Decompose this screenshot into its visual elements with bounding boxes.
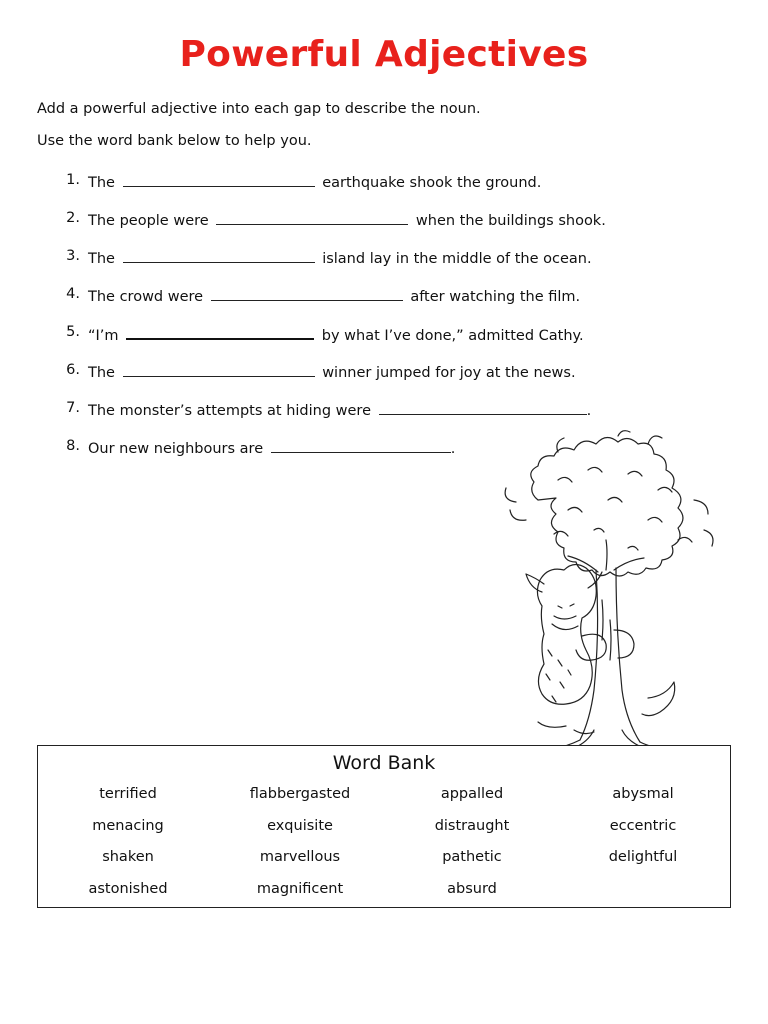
answer-blank[interactable] bbox=[211, 286, 403, 301]
word-bank-word: appalled bbox=[440, 786, 504, 802]
question-number: 8. bbox=[66, 438, 80, 454]
question-text-after: . bbox=[450, 441, 456, 457]
question-text-after: winner jumped for joy at the news. bbox=[322, 365, 576, 381]
word-bank-word: menacing bbox=[92, 817, 164, 834]
answer-blank[interactable] bbox=[123, 172, 315, 187]
word-bank-word: exquisite bbox=[267, 817, 333, 834]
word-bank-word: shaken bbox=[102, 849, 154, 865]
question-text-before: The bbox=[88, 365, 115, 381]
monster-tree-illustration bbox=[498, 430, 726, 752]
word-bank-title: Word Bank bbox=[332, 752, 436, 774]
question-text-before: The monster’s attempts at hiding were bbox=[88, 403, 371, 419]
question-number: 5. bbox=[66, 324, 80, 340]
word-bank-word: eccentric bbox=[609, 817, 677, 834]
question-1 bbox=[0, 172, 768, 210]
answer-blank[interactable] bbox=[123, 362, 315, 377]
answer-blank[interactable] bbox=[123, 248, 315, 263]
question-4 bbox=[0, 286, 768, 324]
question-number: 2. bbox=[66, 210, 80, 226]
worksheet-title: Powerful Adjectives bbox=[179, 34, 589, 75]
word-bank-word: pathetic bbox=[442, 849, 502, 865]
word-bank-box bbox=[37, 745, 731, 908]
question-text-before: The bbox=[88, 251, 115, 267]
word-bank-row bbox=[38, 786, 730, 818]
answer-blank[interactable] bbox=[216, 210, 408, 225]
word-bank-grid bbox=[38, 786, 730, 912]
question-text-before: Our new neighbours are bbox=[88, 441, 264, 457]
question-text-after: earthquake shook the ground. bbox=[322, 175, 542, 191]
question-text-before: The bbox=[88, 175, 115, 191]
answer-blank[interactable] bbox=[379, 400, 587, 415]
question-text-after: island lay in the middle of the ocean. bbox=[322, 251, 592, 267]
question-6 bbox=[0, 362, 768, 400]
question-text-before: “I’m bbox=[88, 328, 119, 344]
word-bank-word: absurd bbox=[447, 880, 497, 897]
question-number: 3. bbox=[66, 248, 80, 264]
word-bank-word: astonished bbox=[88, 880, 168, 897]
word-bank-word: flabbergasted bbox=[249, 786, 351, 802]
question-2 bbox=[0, 210, 768, 248]
word-bank-row bbox=[38, 849, 730, 881]
word-bank-word: delightful bbox=[608, 849, 678, 865]
word-bank-row bbox=[38, 818, 730, 850]
question-number: 4. bbox=[66, 286, 80, 302]
question-3 bbox=[0, 248, 768, 286]
word-bank-word: magnificent bbox=[256, 880, 344, 897]
answer-blank[interactable] bbox=[126, 324, 314, 340]
instruction-line-1: Add a powerful adjective into each gap to describe the noun. bbox=[37, 101, 481, 117]
question-number: 7. bbox=[66, 400, 80, 416]
answer-blank[interactable] bbox=[271, 438, 451, 453]
instruction-line-2: Use the word bank below to help you. bbox=[37, 133, 312, 149]
word-bank-word: terrified bbox=[99, 786, 157, 802]
question-text-after: . bbox=[586, 403, 592, 419]
question-number: 6. bbox=[66, 362, 80, 378]
word-bank-word: distraught bbox=[434, 817, 510, 834]
word-bank-word: abysmal bbox=[612, 786, 674, 802]
question-text-before: The people were bbox=[88, 213, 209, 229]
question-5 bbox=[0, 324, 768, 362]
word-bank-row bbox=[38, 881, 730, 913]
question-text-after: when the buildings shook. bbox=[415, 213, 606, 229]
word-bank-word: marvellous bbox=[259, 849, 341, 865]
question-text-before: The crowd were bbox=[88, 289, 204, 305]
question-text-after: after watching the film. bbox=[410, 289, 581, 305]
question-text-after: by what I’ve done,” admitted Cathy. bbox=[321, 328, 584, 344]
question-number: 1. bbox=[66, 172, 80, 188]
